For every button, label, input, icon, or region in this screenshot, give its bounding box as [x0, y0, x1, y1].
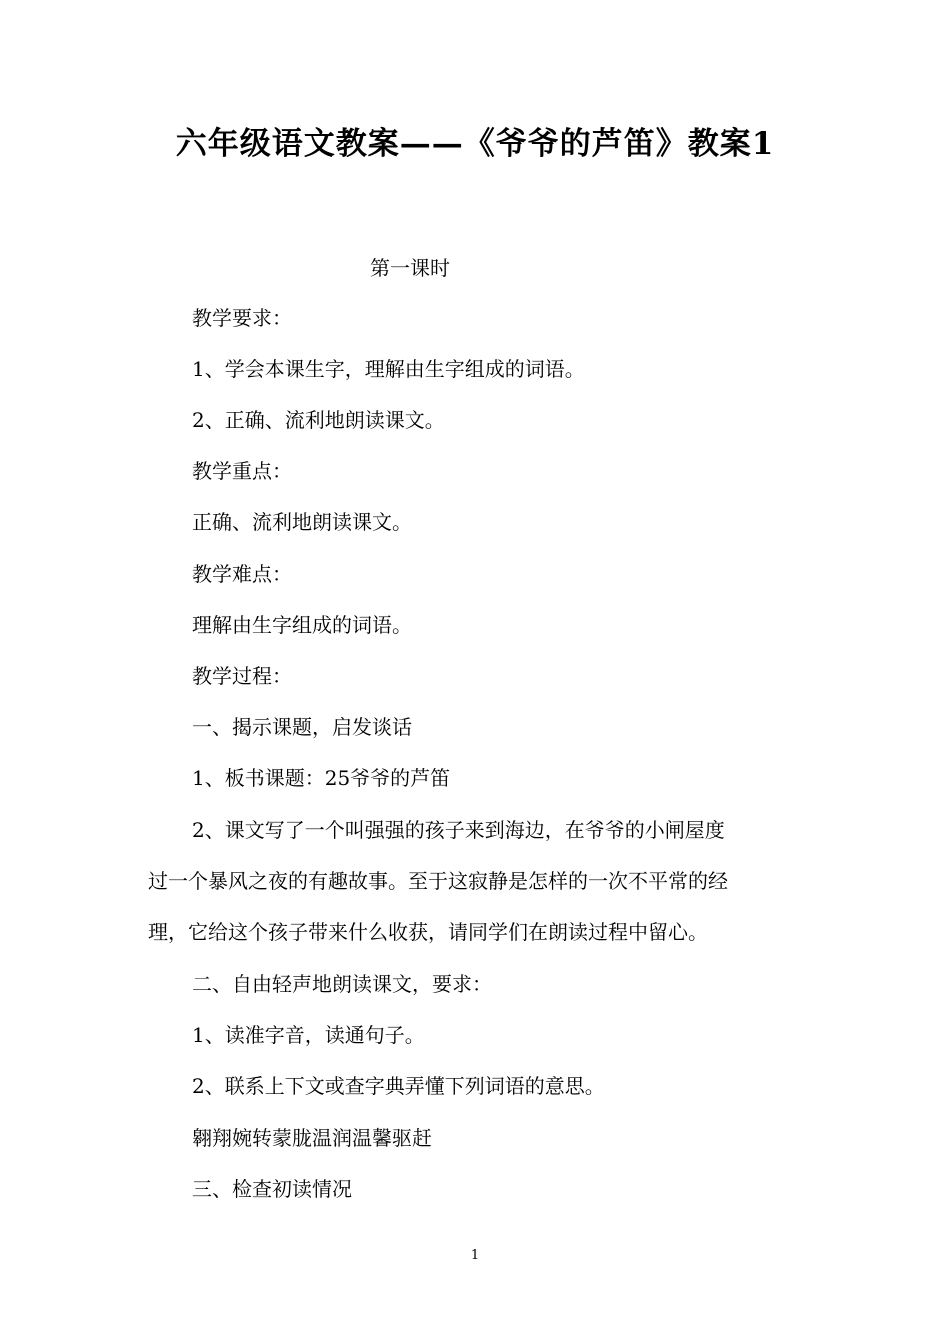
text-line-step-1-1: 1、板书课题：25爷爷的芦笛	[192, 766, 451, 790]
text-line-step-2-1: 1、读准字音，读通句子。	[192, 1023, 425, 1047]
text-line-step-2-2: 2、联系上下文或查字典弄懂下列词语的意思。	[192, 1074, 605, 1098]
text-line-step-2: 二、自由轻声地朗读课文，要求：	[192, 972, 492, 996]
document-title: 六年级语文教案——《爷爷的芦笛》教案1	[175, 126, 775, 162]
text-line-difficulties-heading: 教学难点：	[192, 562, 292, 586]
text-line-step-1-2-c: 理，它给这个孩子带来什么收获，请同学们在朗读过程中留心。	[148, 920, 708, 944]
section-heading: 第一课时	[370, 256, 450, 280]
text-line-requirement-1: 1、学会本课生字，理解由生字组成的词语。	[192, 357, 585, 381]
page-number: 1	[470, 1248, 480, 1263]
text-line-teaching-requirements: 教学要求：	[192, 306, 292, 330]
text-line-step-3: 三、检查初读情况	[192, 1177, 352, 1201]
text-line-step-1-2-b: 过一个暴风之夜的有趣故事。至于这寂静是怎样的一次不平常的经	[148, 869, 728, 893]
text-line-requirement-2: 2、正确、流利地朗读课文。	[192, 408, 445, 432]
text-line-step-1-2-a: 2、课文写了一个叫强强的孩子来到海边，在爷爷的小闸屋度	[192, 818, 725, 842]
text-line-key-points-heading: 教学重点：	[192, 459, 292, 483]
text-line-process-heading: 教学过程：	[192, 664, 292, 688]
text-line-difficulties: 理解由生字组成的词语。	[192, 613, 412, 637]
text-line-step-1: 一、揭示课题，启发谈话	[192, 715, 412, 739]
text-line-key-points: 正确、流利地朗读课文。	[192, 510, 412, 534]
text-line-vocabulary: 翱翔婉转蒙胧温润温馨驱赶	[192, 1126, 432, 1150]
